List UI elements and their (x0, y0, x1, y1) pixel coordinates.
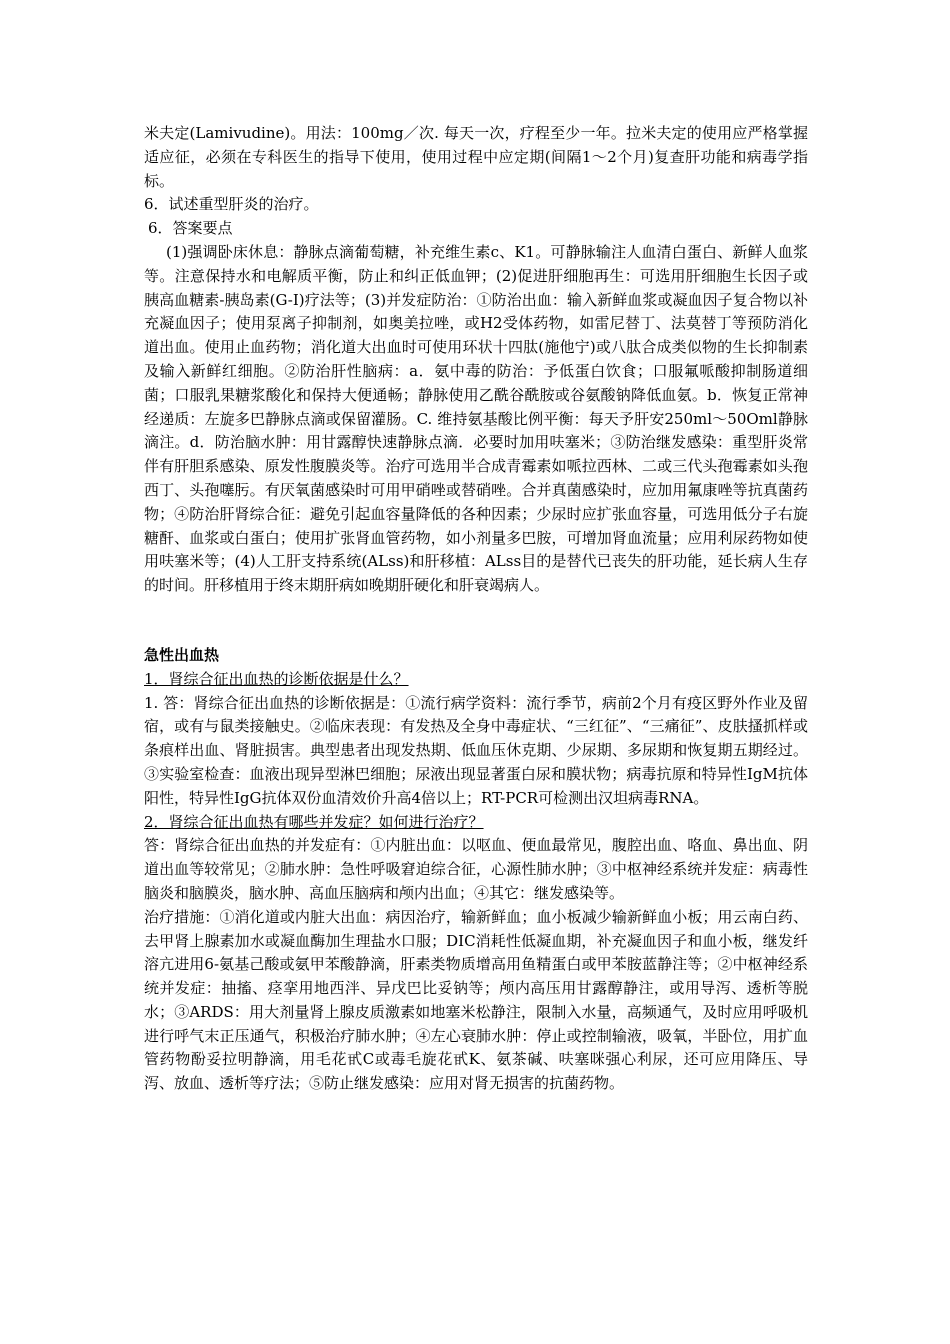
section-title-hemorrhagic-fever: 急性出血热 (144, 645, 220, 664)
question-6: 6．试述重型肝炎的治疗。 (144, 195, 319, 214)
lamivudine-paragraph: 米夫定(Lamivudine)。用法：100mg／次. 每天一次，疗程至少一年。拉米夫定的使用应严格掌握适应征，必须在专科医生的指导下使用，使用过程中应定期(间隔1～2个月)复查肝功能和病毒学指标。 (144, 124, 808, 190)
answer-6-heading: 6．答案要点 (148, 219, 233, 238)
section-spacer (144, 598, 808, 644)
answer-1: 1. 答：肾综合征出血热的诊断依据是：①流行病学资料：流行季节，病前2个月有疫区野外作业及留宿，或有与鼠类接触史。②临床表现：有发热及全身中毒症状、“三红征”、“三痛征”、皮肤搔抓样或条痕样出血、肾脏损害。典型患者出现发热期、低血压休克期、少尿期、多尿期和恢复期五期经过。③实验室检查：血液出现异型淋巴细胞；尿液出现显著蛋白尿和膜状物；病毒抗原和特异性IgM抗体阳性，特异性IgG抗体双份血清效价升高4倍以上；RT-PCR可检测出汉坦病毒RNA。 (144, 693, 808, 807)
question-1: 1．肾综合征出血热的诊断依据是什么？ (144, 669, 409, 688)
document-page (144, 122, 808, 1096)
question-2: 2．肾综合征出血热有哪些并发症？如何进行治疗？ (144, 812, 484, 831)
answer-2-complications: 答：肾综合征出血热的并发症有：①内脏出血：以呕血、便血最常见，腹腔出血、咯血、鼻出血、阴道出血等较常见；②肺水肿：急性呼吸窘迫综合征，心源性肺水肿；③中枢神经系统并发症：病毒性脑炎和脑膜炎，脑水肿、高血压脑病和颅内出血；④其它：继发感染等。 (144, 836, 808, 902)
answer-2-treatment: 治疗措施：①消化道或内脏大出血：病因治疗，输新鲜血；血小板减少输新鲜血小板；用云南白药、去甲肾上腺素加水或凝血酶加生理盐水口服；DIC消耗性低凝血期，补充凝血因子和血小板，继发纤溶亢进用6-氨基己酸或氨甲苯酸静滴，肝素类物质增高用鱼精蛋白或甲苯胺蓝静注等；②中枢神经系统并发症：抽搐、痉挛用地西泮、异戊巴比妥钠等；颅内高压用甘露醇静注，或用导泻、透析等脱水；③ARDS：用大剂量肾上腺皮质激素如地塞米松静注，限制入水量，高频通气，及时应用呼吸机进行呼气末正压通气，积极治疗肺水肿；④左心衰肺水肿：停止或控制输液，吸氧，半卧位，用扩血管药物酚妥拉明静滴，用毛花甙C或毒毛旋花甙K、氨茶碱、呋塞咪强心利尿，还可应用降压、导泻、放血、透析等疗法；⑤防止继发感染：应用对肾无损害的抗菌药物。 (144, 907, 808, 1093)
answer-6-body: (1)强调卧床休息：静脉点滴葡萄糖，补充维生素c、K1。可静脉输注人血清白蛋白、新鲜人血浆等。注意保持水和电解质平衡，防止和纠正低血钾；(2)促进肝细胞再生：可选用肝细胞生长因子或胰高血糖素-胰岛素(G-I)疗法等；(3)并发症防治：①防治出血：输入新鲜血浆或凝血因子复合物以补充凝血因子；使用泵离子抑制剂，如奥美拉唑，或H2受体药物，如雷尼替丁、法莫替丁等预防消化道出血。使用止血药物；消化道大出血时可使用环状十四肽(施他宁)或八肽合成类似物的生长抑制素及输入新鲜红细胞。②防治肝性脑病：a．氨中毒的防治：予低蛋白饮食；口服氟哌酸抑制肠道细菌；口服乳果糖浆酸化和保持大便通畅；静脉使用乙酰谷酰胺或谷氨酸钠降低血氨。b．恢复正常神经递质：左旋多巴静脉点滴或保留灌肠。C. 维持氨基酸比例平衡：每天予肝安250ml～50Oml静脉滴注。d．防治脑水肿：用甘露醇快速静脉点滴．必要时加用呋塞米；③防治继发感染：重型肝炎常伴有肝胆系感染、原发性腹膜炎等。治疗可选用半合成青霉素如哌拉西林、二或三代头孢霉素如头孢西丁、头孢噻肟。有厌氧菌感染时可用甲硝唑或替硝唑。合并真菌感染时，应加用氟康唑等抗真菌药物；④防治肝肾综合征：避免引起血容量降低的各种因素；少尿时应扩张血容量，可选用低分子右旋糖酐、血浆或白蛋白；使用扩张肾血管药物，如小剂量多巴胺，可增加肾血流量；应用利尿药物如使用呋塞米等；(4)人工肝支持系统(ALss)和肝移植：ALss目的是替代已丧失的肝功能，延长病人生存的时间。肝移植用于终末期肝病如晚期肝硬化和肝衰竭病人。 (144, 242, 808, 595)
